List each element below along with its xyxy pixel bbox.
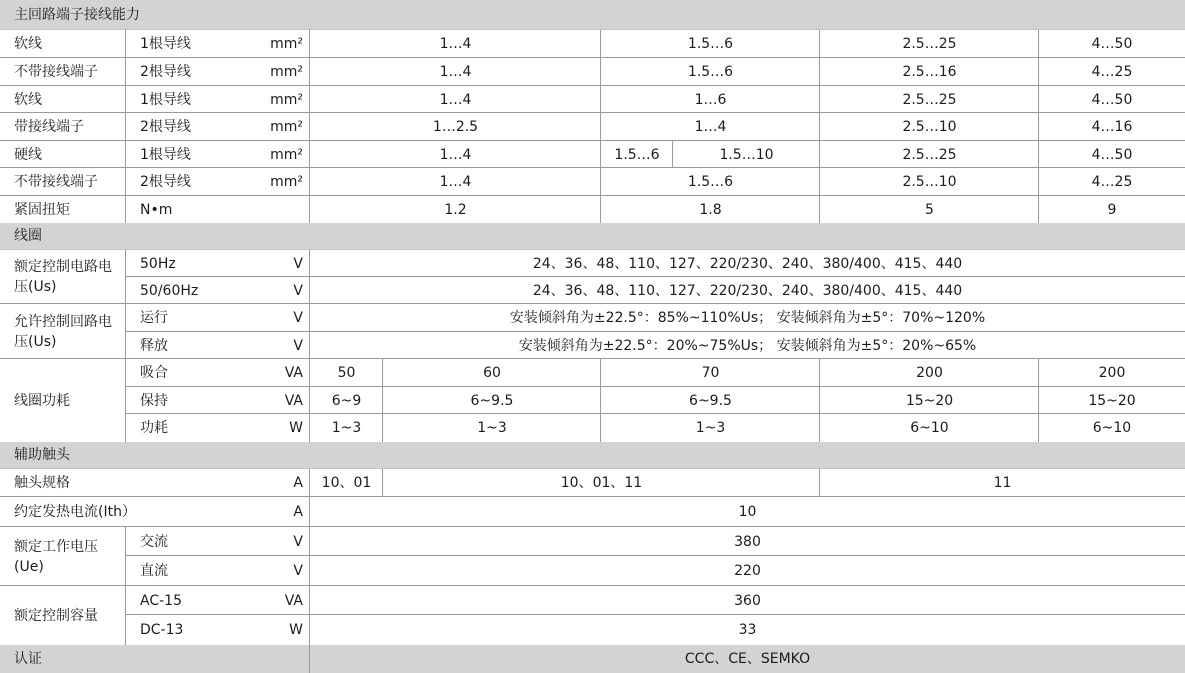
row-label: 线圈功耗 [14, 392, 70, 409]
row-label: 不带接线端子 [14, 64, 98, 80]
section-certification: 认证 [0, 645, 310, 673]
row-divider [126, 413, 1185, 414]
value-cell: 1…4 [439, 91, 472, 108]
value-cell: 5 [925, 201, 934, 218]
unit-label: VA [284, 365, 303, 381]
row-sublabel: 2根导线 [140, 174, 191, 190]
value-cell: 15~20 [1088, 392, 1136, 409]
value-cell: 2.5…25 [902, 146, 957, 163]
row-sublabel: 运行 [140, 310, 168, 326]
value-cell: 11 [993, 475, 1012, 491]
row-sublabel: 交流 [140, 533, 168, 550]
section-aux-contact: 辅助触头 [0, 442, 1185, 469]
row-sublabel: 2根导线 [140, 64, 191, 80]
value-cell: 9 [1107, 201, 1117, 218]
col-divider [125, 30, 126, 223]
col-divider [1038, 30, 1039, 223]
unit-label: V [293, 563, 303, 579]
row-label: 软线 [14, 91, 42, 108]
col-divider [125, 527, 126, 645]
value-cell: 2.5…10 [902, 174, 957, 190]
value-cell: 1.5…6 [687, 174, 734, 190]
unit-label: W [289, 420, 303, 436]
value-cell: 10 [738, 504, 757, 520]
value-cell: 360 [734, 592, 761, 609]
row-sublabel: 直流 [140, 563, 168, 579]
col-divider [600, 359, 601, 442]
row-label: 额定工作电压(Ue) [14, 538, 98, 575]
value-cell: 安装倾斜角为±22.5°：20%~75%Us； 安装倾斜角为±5°：20%~65% [518, 337, 977, 354]
unit-label: mm² [270, 64, 303, 80]
col-divider [382, 469, 383, 497]
value-cell: 4…50 [1091, 91, 1133, 108]
col-divider [309, 469, 310, 673]
unit-label: N•m [140, 201, 173, 218]
value-cell: 1…2.5 [432, 119, 479, 135]
unit-label: mm² [270, 91, 303, 108]
value-cell: 50 [337, 365, 356, 381]
row-divider [126, 331, 1185, 332]
value-cell: 4…25 [1091, 174, 1133, 190]
value-cell: 10、01、11 [560, 475, 643, 491]
row-divider [0, 496, 1185, 497]
row-divider [0, 112, 1185, 113]
section-coil: 线圈 [0, 223, 1185, 250]
value-cell: 2.5…16 [902, 64, 957, 80]
unit-label: A [293, 504, 303, 520]
value-cell: 380 [734, 533, 761, 550]
row-divider [126, 555, 1185, 556]
value-cell: 60 [483, 365, 501, 381]
row-sublabel: DC-13 [140, 622, 184, 638]
value-cell: 6~10 [1092, 420, 1132, 436]
value-cell: 2.5…10 [902, 119, 957, 135]
value-cell: 4…50 [1091, 146, 1133, 163]
value-cell: 1…6 [694, 91, 727, 108]
col-divider [125, 250, 126, 442]
row-label: 允许控制回路电压(Us) [14, 313, 112, 350]
row-label: 硬线 [14, 146, 42, 163]
row-label: 软线 [14, 36, 42, 52]
row-divider [0, 195, 1185, 196]
col-divider [819, 469, 820, 497]
unit-label: V [293, 533, 303, 550]
unit-label: mm² [270, 119, 303, 135]
row-sublabel: 1根导线 [140, 146, 191, 163]
value-cell: 220 [734, 563, 761, 579]
row-label: 不带接线端子 [14, 174, 98, 190]
col-divider [819, 359, 820, 442]
row-divider [0, 167, 1185, 168]
value-cell: 安装倾斜角为±22.5°：85%~110%Us； 安装倾斜角为±5°：70%~120% [509, 310, 986, 326]
col-divider [1038, 359, 1039, 442]
value-cell: 2.5…25 [902, 91, 957, 108]
row-sublabel: 1根导线 [140, 91, 191, 108]
value-cell: 15~20 [905, 392, 954, 409]
row-sublabel: 吸合 [140, 365, 168, 381]
row-sublabel: AC-15 [140, 592, 182, 609]
value-cell: 1.5…6 [687, 36, 734, 52]
row-divider [0, 585, 1185, 586]
unit-label: VA [284, 392, 303, 409]
value-cell: 1~3 [477, 420, 507, 436]
value-cell: 1.5…6 [614, 146, 660, 163]
value-cell: 6~9 [331, 392, 362, 409]
value-cell: 1.5…10 [719, 146, 774, 163]
col-divider [309, 250, 310, 442]
col-divider [672, 141, 673, 168]
value-cell: 2.5…25 [902, 36, 957, 52]
row-sublabel: 1根导线 [140, 36, 191, 52]
row-divider [126, 386, 1185, 387]
row-label: 约定发热电流(Ith） [14, 504, 136, 520]
unit-label: mm² [270, 36, 303, 52]
value-cell: 24、36、48、110、127、220/230、240、380/400、415、440 [532, 255, 963, 272]
value-cell: 24、36、48、110、127、220/230、240、380/400、415、440 [532, 282, 963, 299]
row-sublabel: 释放 [140, 337, 168, 354]
value-cell: 1.8 [699, 201, 722, 218]
unit-label: V [293, 282, 303, 299]
row-divider [126, 276, 1185, 277]
unit-label: W [289, 622, 303, 638]
row-sublabel: 保持 [140, 392, 168, 409]
row-sublabel: 功耗 [140, 420, 168, 436]
col-divider [309, 30, 310, 223]
row-divider [0, 57, 1185, 58]
value-cell: 6~9.5 [689, 392, 732, 409]
row-divider [0, 358, 1185, 359]
value-cell: 1…4 [694, 119, 727, 135]
row-label: 带接线端子 [14, 119, 84, 135]
row-label: 紧固扭矩 [14, 201, 70, 218]
value-cell: 33 [738, 622, 757, 638]
row-divider [0, 526, 1185, 527]
value-cell: 6~10 [910, 420, 949, 436]
row-sublabel: 50/60Hz [140, 282, 199, 299]
row-sublabel: 2根导线 [140, 119, 191, 135]
value-cell: 4…25 [1091, 64, 1133, 80]
row-divider [0, 140, 1185, 141]
value-cell: 70 [701, 365, 720, 381]
value-cell: 10、01 [321, 475, 372, 491]
value-cell: 200 [916, 365, 943, 381]
value-cell: 1~3 [695, 420, 726, 436]
row-label: 额定控制容量 [14, 607, 98, 624]
unit-label: mm² [270, 174, 303, 190]
certification-value: CCC、CE、SEMKO [310, 645, 1185, 673]
value-cell: 1.2 [444, 201, 467, 218]
row-label: 额定控制电路电压(Us) [14, 259, 112, 295]
value-cell: 200 [1098, 365, 1126, 381]
value-cell: 6~9.5 [470, 392, 514, 409]
value-cell: 1…4 [439, 174, 472, 190]
row-divider [126, 614, 1185, 615]
unit-label: A [293, 475, 303, 491]
unit-label: V [293, 255, 303, 272]
value-cell: 1…4 [439, 64, 472, 80]
unit-label: VA [284, 592, 303, 609]
row-sublabel: 50Hz [140, 255, 176, 272]
unit-label: V [293, 337, 303, 354]
section-main-terminal: 主回路端子接线能力 [0, 0, 1185, 30]
value-cell: 4…50 [1091, 36, 1133, 52]
col-divider [600, 30, 601, 223]
unit-label: mm² [270, 146, 303, 163]
unit-label: V [293, 310, 303, 326]
value-cell: 1~3 [331, 420, 362, 436]
value-cell: 1…4 [439, 146, 472, 163]
row-label: 触头规格 [14, 475, 70, 491]
value-cell: 4…16 [1091, 119, 1133, 135]
col-divider [382, 359, 383, 442]
row-divider [0, 85, 1185, 86]
value-cell: 1…4 [439, 36, 472, 52]
value-cell: 1.5…6 [687, 64, 734, 80]
col-divider [819, 30, 820, 223]
row-divider [0, 303, 1185, 304]
